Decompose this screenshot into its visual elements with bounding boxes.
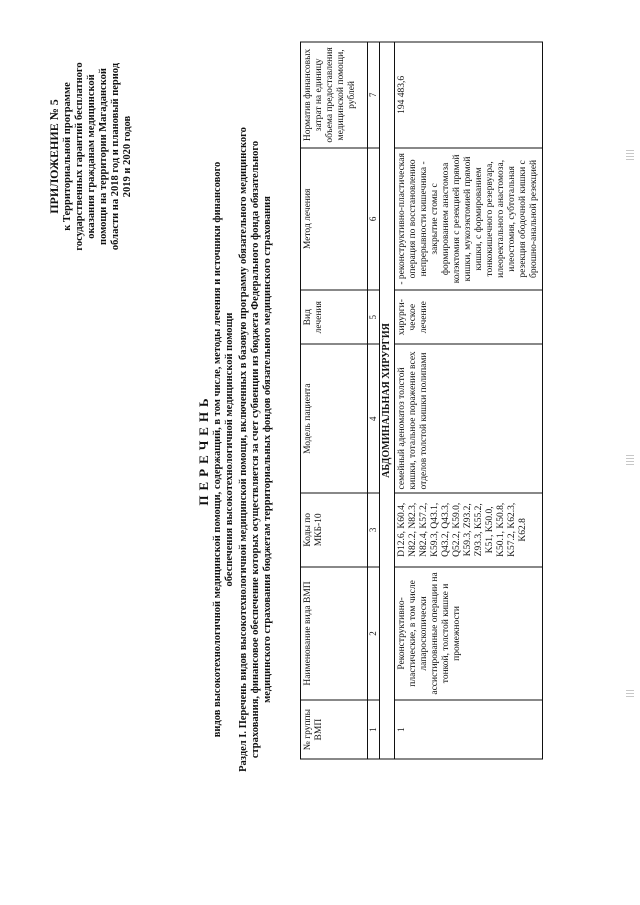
column-number: 4 [368,344,380,493]
appendix-header [48,22,134,292]
appendix-number: ПРИЛОЖЕНИЕ № 5 [47,99,61,214]
appendix-line: государственных гарантий бесплатного [74,62,85,251]
appendix-line: к Территориальной программе [62,82,73,231]
category-label: АБДОМИНАЛЬНАЯ ХИРУРГИЯ [380,42,395,759]
column-number: 2 [368,567,380,701]
table-header-row [301,42,368,759]
column-number-row [368,42,380,759]
document-page [20,15,620,890]
cell-icd-codes: D12.6, K60.4, N82.2, N82.3, N82.4, K57.2, K59.3, Q43.1, Q43.2, Q43.3, Q52.2, K59.0, K59.3, Z93.2, Z93.3, K55.2, K51, K50.0, K50.1, K50.8, K57.2, K62.3, K62.8 [395,493,543,567]
column-number: 6 [368,148,380,290]
section-heading [238,50,274,850]
scan-artifact [626,150,634,162]
section-line: страхования, финансовое обеспечение которых осуществляется за счет субвенции из бюджета Федерального фонда обязательного [250,140,261,759]
appendix-line: 2019 и 2020 годов [122,115,133,198]
header-treatment-type: Вид лечения [301,290,368,344]
column-number: 5 [368,290,380,344]
header-vmp-name: Наименование вида ВМП [301,567,368,701]
title-subtitle-line: видов высокотехнологичной медицинской помощи, содержащий, в том числе, методы лечения и источники финансового [212,161,223,738]
section-line: Раздел I. Перечень видов высокотехнологичной медицинской помощи, включенных в базовую программу обязательного медицинского [238,127,249,772]
column-number: 3 [368,493,380,567]
section-line: медицинского страхования бюджетам территориальных фондов обязательного медицинского страхования [262,196,273,703]
cell-treatment-type: хирурги-ческое лечение [395,290,543,344]
title-heading: ПЕРЕЧЕНЬ [196,393,211,506]
header-group-number: № группы ВМП [301,700,368,759]
scan-artifact [626,690,634,699]
cell-group-number: 1 [395,700,543,759]
cell-treatment-method: - реконструктивно-пластическая операция по восстановлению непрерывности кишечника - закрытие стомы с формированием анастомоза колэктомия с резекцией прямой кишки, мукозэктомией прямой кишки, с формированием тонкокишечного резервуара, илеоректального анастомоза, илеостомия, субтотальная резекция ободочной кишки с брюшно-анальной резекцией [395,148,543,290]
appendix-line: оказания гражданам медицинской [86,74,97,239]
header-patient-model: Модель пациента [301,344,368,493]
appendix-line: помощи на территории Магаданской [98,68,109,245]
cell-cost-norm: 194 483,6 [395,42,543,148]
category-row [380,42,395,759]
header-treatment-method: Метод лечения [301,148,368,290]
header-icd-codes: Коды по МКБ-10 [301,493,368,567]
vmp-table [300,42,543,760]
title-subtitle-line: обеспечения высокотехнологичной медицинской помощи [224,312,235,587]
header-cost-norm: Норматив финансовых затрат на единицу объема предоставления медицинской помощи, рублей [301,42,368,148]
scan-artifact [626,455,634,467]
appendix-line: области на 2018 год и плановый период [110,62,121,251]
column-number: 7 [368,42,380,148]
document-title [198,50,274,850]
column-number: 1 [368,700,380,759]
table-row [395,42,543,759]
cell-vmp-name: Реконструктивно-пластические, в том числе лапароскопически ассистированные операции на тонкой, толстой кишке и промежности [395,567,543,701]
cell-patient-model: семейный аденоматоз толстой кишки, тотальное поражение всех отделов толстой кишки полипами [395,344,543,493]
